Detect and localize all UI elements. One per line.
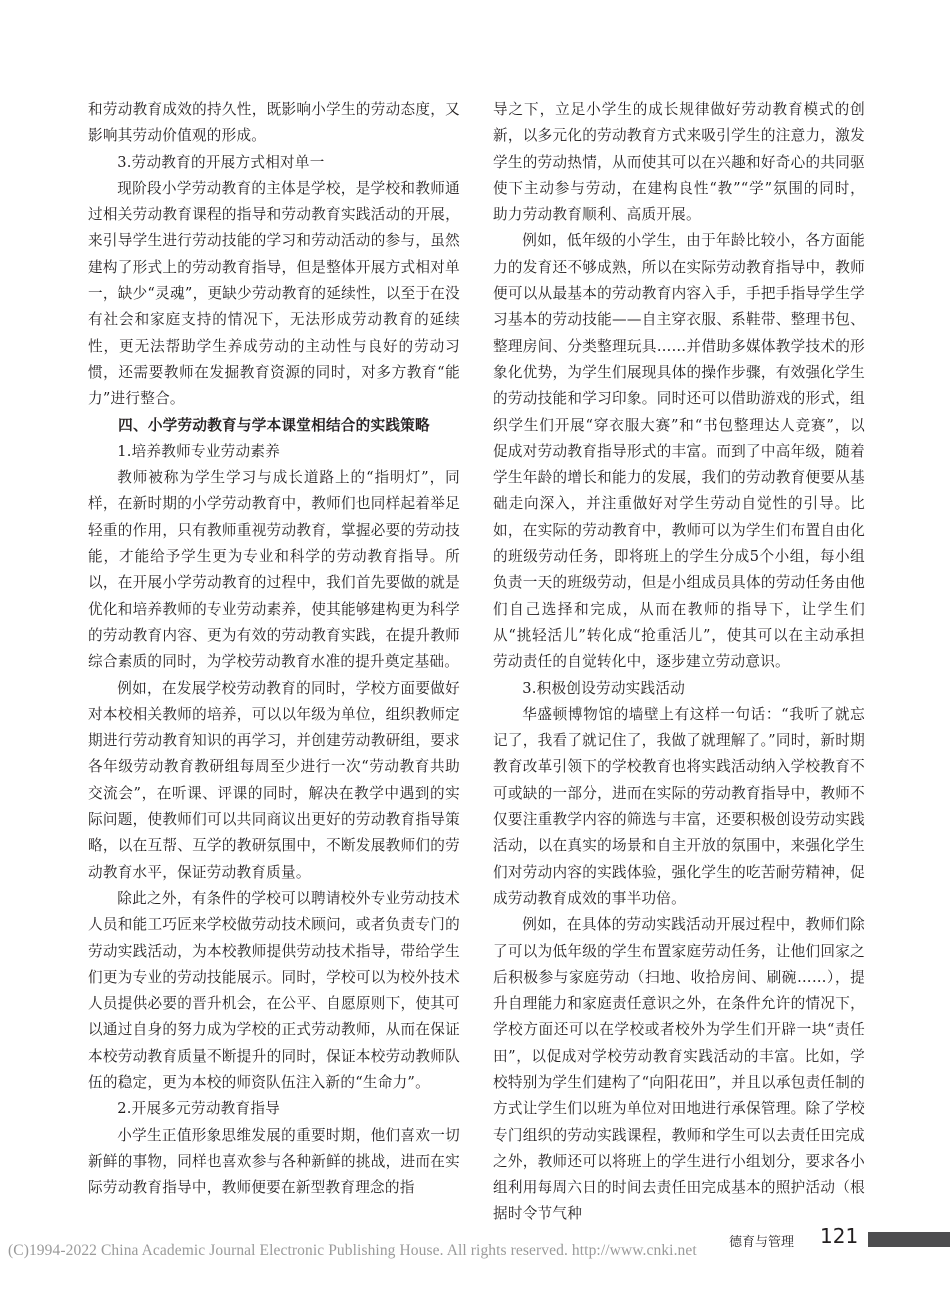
page-number: 121 bbox=[820, 1224, 859, 1248]
footer-bar bbox=[868, 1232, 950, 1247]
paragraph: 除此之外，有条件的学校可以聘请校外专业劳动技术人员和能工巧匠来学校做劳动技术顾问，或者负责专门的劳动实践活动，为本校教师提供劳动技术指导，带给学生们更为专业的劳动技能展示。同时，学校可以为校外技术人员提供必要的晋升机会，在公平、自愿原则下，使其可以通过自身的努力成为学校的正式劳动教师，从而在保证本校劳动教育质量不断提升的同时，保证本校劳动教师队伍的稳定，更为本校的师资队伍注入新的“生命力”。 bbox=[88, 889, 460, 1091]
paragraph-continued: 和劳动教育成效的持久性，既影响小学生的劳动态度，又影响其劳动价值观的形成。 bbox=[88, 101, 460, 145]
paragraph-continued: 导之下，立足小学生的成长规律做好劳动教育模式的创新，以多元化的劳动教育方式来吸引学生的注意力，激发学生的劳动热情，从而使其可以在兴趣和好奇心的共同驱使下主动参与劳动，在建构良性“教”“学”氛围的同时，助力劳动教育顺利、高质开展。 bbox=[493, 101, 865, 224]
left-column bbox=[88, 97, 460, 1201]
section-heading: 四、小学劳动教育与学本课堂相结合的实践策略 bbox=[118, 416, 430, 434]
journal-name: 德育与管理 bbox=[729, 1235, 795, 1250]
subheading: 2.开展多元劳动教育指导 bbox=[117, 1100, 281, 1118]
paragraph: 例如，在具体的劳动实践活动开展过程中，教师们除了可以为低年级的学生布置家庭劳动任务，让他们回家之后积极参与家庭劳动（扫地、收拾房间、刷碗……），提升自理能力和家庭责任意识之外，在条件允许的情况下，学校方面还可以在学校或者校外为学生们开辟一块“责任田”，以促成对学校劳动教育实践活动的丰富。比如，学校特别为学生们建构了“向阳花田”，并且以承包责任制的方式让学生们以班为单位对田地进行承保管理。除了学校专门组织的劳动实践课程，教师和学生可以去责任田完成之外，教师还可以将班上的学生进行小组划分，要求各小组利用每周六日的时间去责任田完成基本的照护活动（根据时令节气种 bbox=[493, 916, 865, 1223]
paragraph: 例如，在发展学校劳动教育的同时，学校方面要做好对本校相关教师的培养，可以以年级为单位，组织教师定期进行劳动教育知识的再学习，并创建劳动教研组，要求各年级劳动教育教研组每周至少进行一次“劳动教育共助交流会”，在听课、评课的同时，解决在教学中遇到的实际问题，使教师们可以共同商议出更好的劳动教育指导策略，以在互帮、互学的教研氛围中，不断发展教师们的劳动教育水平，保证劳动教育质量。 bbox=[88, 679, 460, 881]
paragraph: 现阶段小学劳动教育的主体是学校，是学校和教师通过相关劳动教育课程的指导和劳动教育实践活动的开展，来引导学生进行劳动技能的学习和劳动活动的参与，虽然建构了形式上的劳动教育指导，但是整体开展方式相对单一，缺少“灵魂”，更缺少劳动教育的延续性，以至于在没有社会和家庭支持的情况下，无法形成劳动教育的延续性，更无法帮助学生养成劳动的主动性与良好的劳动习惯，还需要教师在发掘教育资源的同时，对多方教育“能力”进行整合。 bbox=[88, 179, 460, 408]
paragraph: 教师被称为学生学习与成长道路上的“指明灯”，同样，在新时期的小学劳动教育中，教师们也同样起着举足轻重的作用，只有教师重视劳动教育，掌握必要的劳动技能，才能给予学生更为专业和科学的劳动教育指导。所以，在开展小学劳动教育的过程中，我们首先要做的就是优化和培养教师的专业劳动素养，使其能够建构更为科学的劳动教育内容、更为有效的劳动教育实践，在提升教师综合素质的同时，为学校劳动教育水准的提升奠定基础。 bbox=[88, 469, 460, 671]
paragraph: 小学生正值形象思维发展的重要时期，他们喜欢一切新鲜的事物，同样也喜欢参与各种新鲜的挑战，进而在实际劳动教育指导中，教师便要在新型教育理念的指 bbox=[88, 1126, 460, 1197]
subheading: 3.积极创设劳动实践活动 bbox=[522, 679, 686, 697]
subheading: 3.劳动教育的开展方式相对单一 bbox=[117, 153, 325, 171]
paragraph: 华盛顿博物馆的墙壁上有这样一句话：“我听了就忘记了，我看了就记住了，我做了就理解了。”同时，新时期教育改革引领下的学校教育也将实践活动纳入学校教育不可或缺的一部分，进而在实际的劳动教育指导中，教师不仅要注重教学内容的筛选与丰富，还要积极创设劳动实践活动，以在真实的场景和自主开放的氛围中，来强化学生们对劳动内容的实践体验，强化学生的吃苦耐劳精神，促成劳动教育成效的事半功倍。 bbox=[493, 705, 865, 907]
paragraph: 例如，低年级的小学生，由于年龄比较小，各方面能力的发育还不够成熟，所以在实际劳动教育指导中，教师便可以从最基本的劳动教育内容入手，手把手指导学生学习基本的劳动技能——自主穿衣服、系鞋带、整理书包、整理房间、分类整理玩具……并借助多媒体教学技术的形象化优势，为学生们展现具体的操作步骤，有效强化学生的劳动技能和学习印象。同时还可以借助游戏的形式，组织学生们开展“穿衣服大赛”和“书包整理达人竞赛”，以促成对劳动教育指导形式的丰富。而到了中高年级，随着学生年龄的增长和能力的发展，我们的劳动教育便要从基础走向深入，并注重做好对学生劳动自觉性的引导。比如，在实际的劳动教育中，教师可以为学生们布置自由化的班级劳动任务，即将班上的学生分成5个小组，每小组负责一天的班级劳动，但是小组成员具体的劳动任务由他们自己选择和完成，从而在教师的指导下，让学生们从“挑轻活儿”转化成“抢重活儿”，使其可以在主动承担劳动责任的自觉转化中，逐步建立劳动意识。 bbox=[493, 232, 865, 671]
subheading: 1.培养教师专业劳动素养 bbox=[117, 442, 281, 460]
copyright-watermark: (C)1994-2022 China Academic Journal Electronic Publishing House. All rights reserved. http://www.cnki.net bbox=[8, 1242, 697, 1259]
right-column bbox=[493, 97, 865, 1228]
